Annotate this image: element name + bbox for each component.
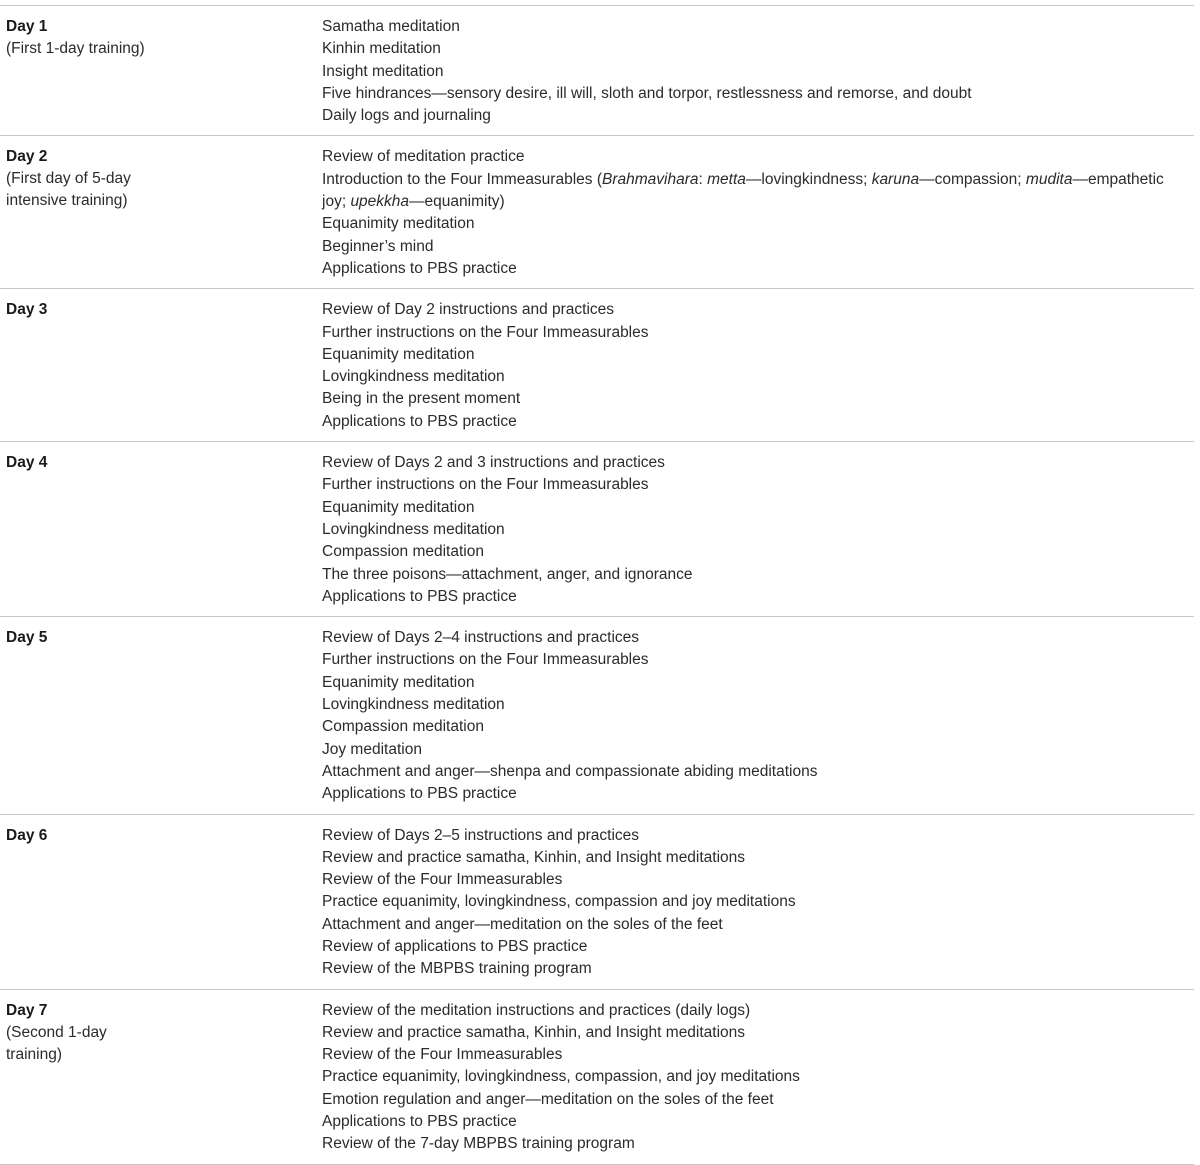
list-item: Equanimity meditation: [322, 215, 475, 233]
content-cell: [322, 299, 1194, 433]
table-row: [0, 136, 1194, 289]
day-cell: [0, 825, 322, 981]
list-item: Applications to PBS practice: [322, 785, 517, 803]
list-item: Five hindrances—sensory desire, ill will, sloth and torpor, restlessness and remorse, and doubt: [322, 84, 972, 102]
day-subtitle: (Second 1-day training): [6, 1023, 107, 1063]
table-row: [0, 815, 1194, 990]
list-item: Daily logs and journaling: [322, 107, 491, 125]
list-item: Being in the present moment: [322, 390, 521, 408]
list-item: Insight meditation: [322, 62, 444, 80]
list-item: Beginner’s mind: [322, 237, 434, 255]
content-cell: [322, 146, 1194, 280]
table-row: [0, 6, 1194, 136]
content-cell: [322, 16, 1194, 127]
day-title: Day 2: [6, 148, 48, 166]
italic-term: upekkha: [350, 193, 410, 211]
list-item: Emotion regulation and anger—meditation on the soles of the feet: [322, 1090, 774, 1108]
list-item: Lovingkindness meditation: [322, 696, 505, 714]
list-item: Compassion meditation: [322, 543, 484, 561]
list-item: Compassion meditation: [322, 718, 484, 736]
content-cell: [322, 825, 1194, 981]
list-item: Review and practice samatha, Kinhin, and Insight meditations: [322, 848, 746, 866]
list-item: Attachment and anger—meditation on the soles of the feet: [322, 915, 723, 933]
text-segment: —compassion;: [919, 170, 1026, 188]
list-item: Further instructions on the Four Immeasurables: [322, 323, 649, 341]
table-row: [0, 617, 1194, 814]
list-item: Kinhin meditation: [322, 40, 441, 58]
day-title: Day 3: [6, 301, 48, 319]
italic-term: mudita: [1025, 170, 1073, 188]
list-item: Review of applications to PBS practice: [322, 937, 588, 955]
list-item: Applications to PBS practice: [322, 259, 517, 277]
list-item: Attachment and anger—shenpa and compassionate abiding meditations: [322, 762, 818, 780]
list-item: Applications to PBS practice: [322, 412, 517, 430]
day-title: Day 5: [6, 629, 48, 647]
day-cell: [0, 1000, 322, 1156]
day-cell: [0, 627, 322, 805]
table-row: [0, 990, 1194, 1165]
day-subtitle: (First day of 5-day intensive training): [6, 170, 131, 210]
list-item: Equanimity meditation: [322, 498, 475, 516]
list-item: Further instructions on the Four Immeasurables: [322, 476, 649, 494]
content-cell: [322, 627, 1194, 805]
list-item: Review of the Four Immeasurables: [322, 1046, 563, 1064]
day-cell: [0, 299, 322, 433]
day-subtitle: (First 1-day training): [6, 40, 145, 57]
day-title: Day 7: [6, 1001, 48, 1019]
day-cell: [0, 452, 322, 608]
text-segment: :: [698, 170, 708, 188]
list-item: Joy meditation: [322, 740, 422, 758]
list-item: Review and practice samatha, Kinhin, and Insight meditations: [322, 1023, 746, 1041]
training-schedule-table: [0, 5, 1194, 1165]
list-item: Lovingkindness meditation: [322, 520, 505, 538]
text-segment: Introduction to the Four Immeasurables (: [322, 170, 602, 188]
list-item: Applications to PBS practice: [322, 587, 517, 605]
list-item: Review of the 7-day MBPBS training program: [322, 1135, 635, 1153]
italic-term: karuna: [871, 170, 920, 188]
list-item: Further instructions on the Four Immeasurables: [322, 651, 649, 669]
table-row: [0, 442, 1194, 617]
day-title: Day 1: [6, 18, 48, 35]
list-item: Equanimity meditation: [322, 673, 475, 691]
list-item: Practice equanimity, lovingkindness, compassion, and joy meditations: [322, 1068, 800, 1086]
list-item: Review of the meditation instructions and practices (daily logs): [322, 1001, 751, 1019]
list-item: Review of Day 2 instructions and practices: [322, 301, 615, 319]
content-cell: [322, 1000, 1194, 1156]
text-segment: —equanimity): [409, 193, 505, 211]
text-segment: —empathetic joy;: [322, 170, 1164, 211]
day-cell: [0, 16, 322, 127]
list-item: Review of Days 2–5 instructions and practices: [322, 826, 640, 844]
day-title: Day 6: [6, 826, 48, 844]
list-item: Applications to PBS practice: [322, 1113, 517, 1131]
list-item: Review of the MBPBS training program: [322, 960, 592, 978]
table-row: [0, 289, 1194, 442]
list-item: Equanimity meditation: [322, 345, 475, 363]
content-cell: [322, 452, 1194, 608]
list-item: Practice equanimity, lovingkindness, compassion and joy meditations: [322, 893, 796, 911]
list-item-four-immeasurables-intro: [322, 169, 1192, 214]
list-item: Lovingkindness meditation: [322, 368, 505, 386]
list-item: Review of the Four Immeasurables: [322, 871, 563, 889]
italic-term: Brahmavihara: [602, 170, 699, 188]
list-item: The three poisons—attachment, anger, and ignorance: [322, 565, 693, 583]
day-cell: [0, 146, 322, 280]
text-segment: —lovingkindness;: [745, 170, 872, 188]
list-item: Review of Days 2–4 instructions and practices: [322, 629, 640, 647]
day-title: Day 4: [6, 454, 48, 472]
list-item: Review of meditation practice: [322, 148, 525, 166]
list-item: Samatha meditation: [322, 18, 460, 35]
italic-term: metta: [707, 170, 746, 188]
list-item: Review of Days 2 and 3 instructions and practices: [322, 454, 665, 472]
